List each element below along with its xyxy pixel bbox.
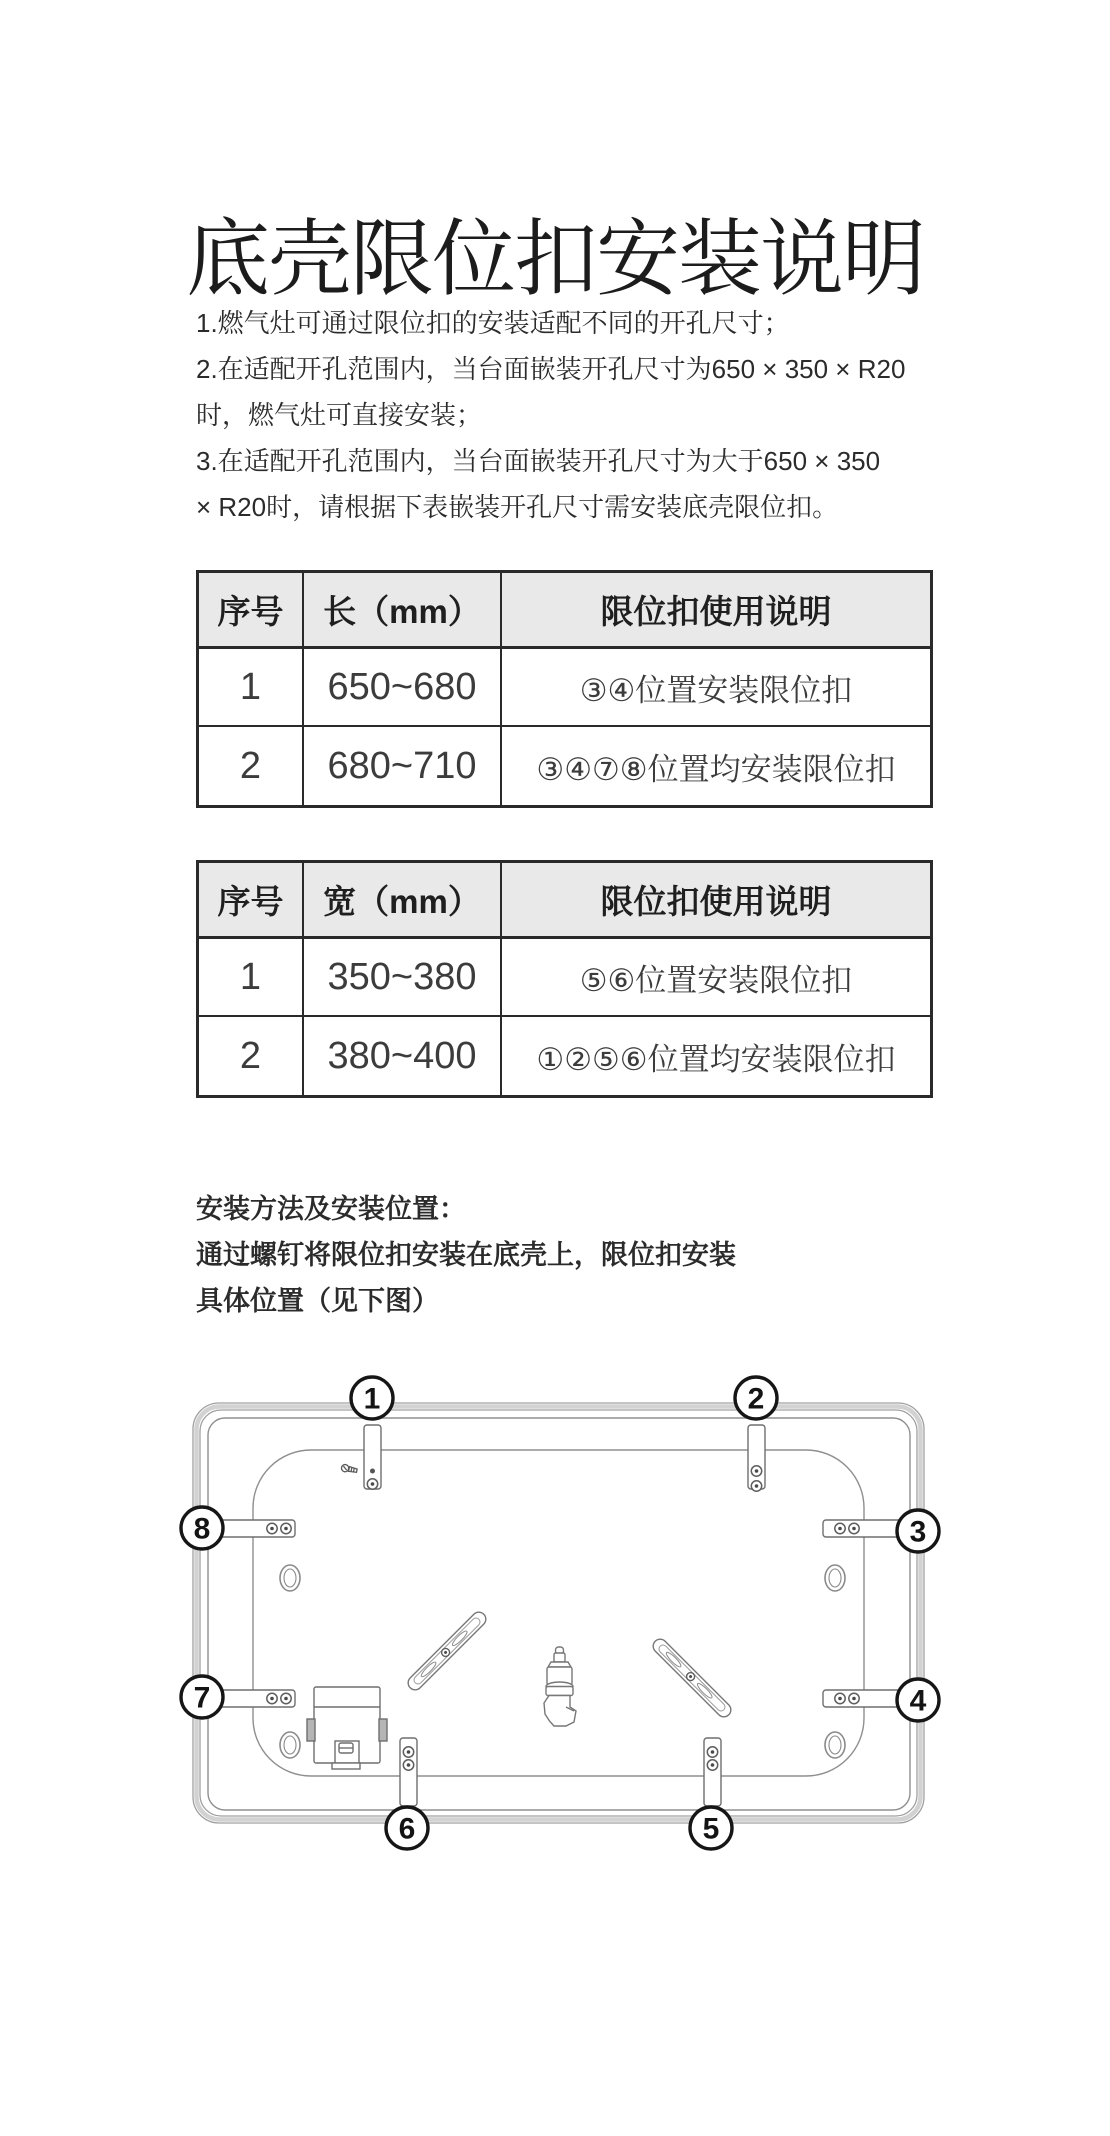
- instruction-line: 1.燃气灶可通过限位扣的安装适配不同的开孔尺寸；: [196, 308, 790, 338]
- table-header-cell: 限位扣使用说明: [502, 573, 930, 649]
- callout-7: [181, 1676, 223, 1718]
- table-cell: 350~380: [304, 939, 502, 1017]
- table-header-cell: 宽（mm）: [304, 863, 502, 939]
- table-header-cell: 长（mm）: [304, 573, 502, 649]
- limit-tab-2: [748, 1425, 765, 1491]
- width-table: [196, 860, 933, 1098]
- limit-tab-6: [400, 1738, 417, 1806]
- gas-valve: [544, 1647, 576, 1726]
- corner-hole-top-right: [825, 1565, 845, 1591]
- method-line: 具体位置（见下图）: [196, 1286, 439, 1316]
- table-header-cell: 序号: [199, 863, 304, 939]
- table-cell: 1: [199, 939, 304, 1017]
- corner-hole-bottom-right: [825, 1732, 845, 1758]
- table-cell: 380~400: [304, 1017, 502, 1095]
- battery-box: [307, 1687, 387, 1769]
- burner-bracket-right: [650, 1636, 733, 1719]
- table-cell: 1: [199, 649, 304, 727]
- instruction-paragraph: [196, 300, 956, 530]
- instruction-line: 3.在适配开孔范围内，当台面嵌装开孔尺寸为大于650 × 350: [196, 446, 881, 476]
- limit-tab-1: [364, 1425, 381, 1489]
- length-table: [196, 570, 933, 808]
- page-title: 底壳限位扣安装说明: [185, 212, 924, 306]
- corner-hole-top-left: [280, 1565, 300, 1591]
- callout-5: [690, 1807, 732, 1849]
- screw-icon: [341, 1464, 358, 1474]
- svg-text:2: 2: [747, 1382, 765, 1416]
- corner-hole-bottom-left: [280, 1732, 300, 1758]
- method-line: 通过螺钉将限位扣安装在底壳上，限位扣安装: [196, 1240, 736, 1270]
- burner-bracket-left: [405, 1609, 488, 1692]
- method-paragraph: [196, 1186, 896, 1324]
- table-header-cell: 限位扣使用说明: [502, 863, 930, 939]
- svg-text:8: 8: [193, 1512, 211, 1546]
- limit-tab-5: [704, 1738, 721, 1806]
- callouts: [181, 1377, 939, 1849]
- table-cell: 2: [199, 1017, 304, 1095]
- svg-text:7: 7: [193, 1681, 211, 1715]
- shell-rim: [208, 1418, 910, 1810]
- instruction-line: 时，燃气灶可直接安装；: [196, 400, 483, 430]
- table-cell: ③④位置安装限位扣: [502, 649, 930, 727]
- callout-2: [735, 1377, 777, 1419]
- callout-4: [897, 1679, 939, 1721]
- table-cell: 2: [199, 727, 304, 805]
- callout-8: [181, 1507, 223, 1549]
- method-line: 安装方法及安装位置：: [196, 1194, 466, 1224]
- instruction-line: × R20时，请根据下表嵌装开孔尺寸需安装底壳限位扣。: [196, 492, 839, 522]
- shell-outline: [193, 1403, 924, 1823]
- table-cell: ⑤⑥位置安装限位扣: [502, 939, 930, 1017]
- svg-text:1: 1: [363, 1382, 381, 1416]
- callout-3: [897, 1510, 939, 1552]
- shell-diagram: [130, 1345, 980, 1890]
- table-cell: 650~680: [304, 649, 502, 727]
- svg-text:3: 3: [909, 1515, 927, 1549]
- svg-text:5: 5: [702, 1812, 720, 1846]
- callout-6: [386, 1807, 428, 1849]
- callout-1: [351, 1377, 393, 1419]
- instruction-line: 2.在适配开孔范围内，当台面嵌装开孔尺寸为650 × 350 × R20: [196, 354, 906, 384]
- table-header-cell: 序号: [199, 573, 304, 649]
- table-cell: ③④⑦⑧位置均安装限位扣: [536, 751, 896, 788]
- svg-text:6: 6: [398, 1812, 416, 1846]
- table-cell: 680~710: [304, 727, 502, 805]
- svg-text:4: 4: [909, 1684, 927, 1718]
- table-cell: ①②⑤⑥位置均安装限位扣: [536, 1041, 896, 1078]
